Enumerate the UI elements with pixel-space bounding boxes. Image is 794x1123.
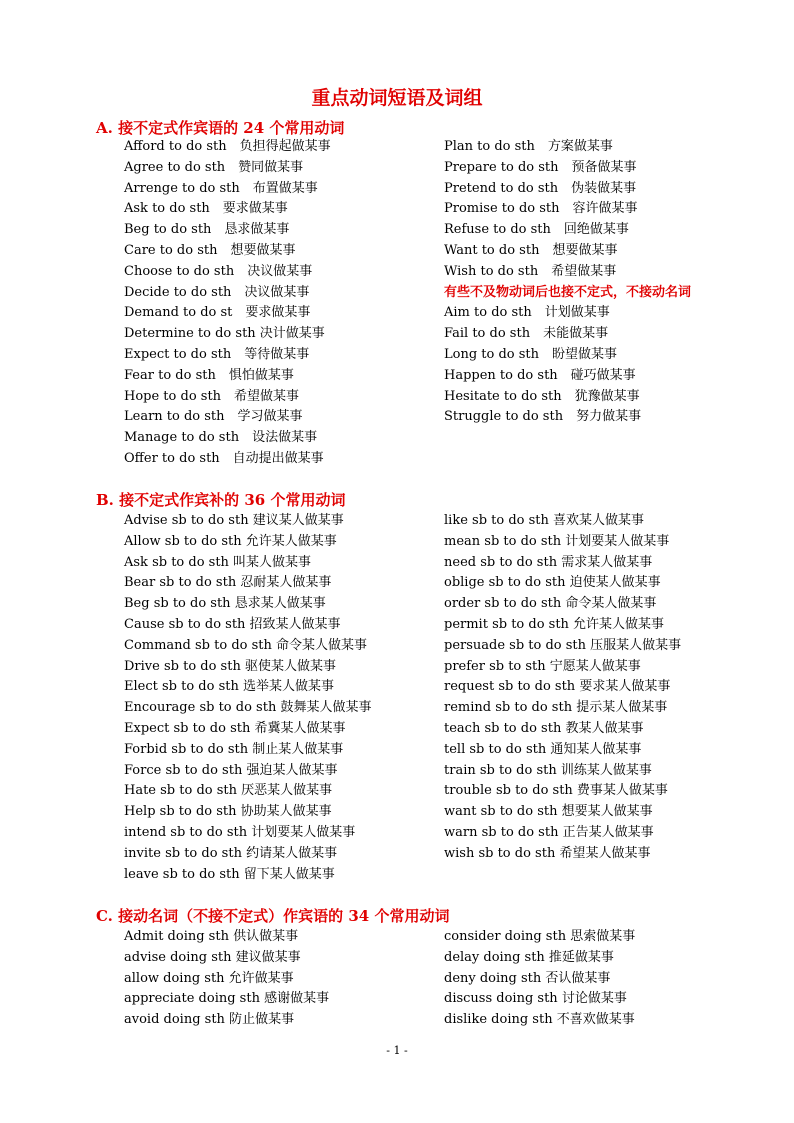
list-item: Beg sb to do sth 恳求某人做某事 xyxy=(124,596,326,612)
list-item: Cause sb to do sth 招致某人做某事 xyxy=(124,616,341,632)
list-item: Advise sb to do sth 建议某人做某事 xyxy=(124,513,344,528)
list-item: Plan to do sth 方案做某事 xyxy=(444,139,613,154)
list-item: Ask to do sth 要求做某事 xyxy=(124,201,288,217)
list-item: dislike doing sth 不喜欢做某事 xyxy=(444,1012,635,1028)
list-item: mean sb to do sth 计划要某人做某事 xyxy=(444,533,670,549)
section-c-heading: C. 接动名词（不接不定式）作宾语的 34 个常用动词 xyxy=(96,907,450,925)
section-a-right-top xyxy=(444,137,704,283)
section-b-left-list xyxy=(124,511,371,885)
list-item: Elect sb to do sth 选举某人做某事 xyxy=(124,679,334,695)
list-item: order sb to do sth 命令某人做某事 xyxy=(444,596,657,612)
list-item: Offer to do sth 自动提出做某事 xyxy=(124,450,324,466)
list-item: Fail to do sth 未能做某事 xyxy=(444,326,609,342)
list-item: Arrenge to do sth 布置做某事 xyxy=(124,180,318,196)
list-item: permit sb to do sth 允许某人做某事 xyxy=(444,616,665,632)
list-item: warn sb to do sth 正告某人做某事 xyxy=(444,824,654,840)
section-a-right-list xyxy=(444,137,704,428)
list-item: request sb to do sth 要求某人做某事 xyxy=(444,679,671,695)
list-item: Prepare to do sth 预备做某事 xyxy=(444,159,637,175)
list-item: Manage to do sth 设法做某事 xyxy=(124,430,318,446)
list-item: Allow sb to do sth 允许某人做某事 xyxy=(124,533,337,549)
list-item: Care to do sth 想要做某事 xyxy=(124,242,296,258)
list-item: Drive sb to do sth 驱使某人做某事 xyxy=(124,658,336,674)
list-item: discuss doing sth 讨论做某事 xyxy=(444,991,627,1007)
list-item: intend sb to do sth 计划要某人做某事 xyxy=(124,824,356,840)
list-item: Happen to do sth 碰巧做某事 xyxy=(444,367,636,383)
list-item: Hesitate to do sth 犹豫做某事 xyxy=(444,388,640,404)
list-item: Afford to do sth 负担得起做某事 xyxy=(124,139,331,154)
list-item: Pretend to do sth 伪装做某事 xyxy=(444,180,637,196)
list-item: Decide to do sth 决议做某事 xyxy=(124,284,310,300)
list-item: invite sb to do sth 约请某人做某事 xyxy=(124,845,338,861)
list-item: Wish to do sth 希望做某事 xyxy=(444,263,617,279)
list-item: tell sb to do sth 通知某人做某事 xyxy=(444,741,642,757)
list-item: Encourage sb to do sth 鼓舞某人做某事 xyxy=(124,700,372,716)
list-item: prefer sb to sth 宁愿某人做某事 xyxy=(444,658,641,674)
list-item: Help sb to do sth 协助某人做某事 xyxy=(124,804,332,820)
list-item: Ask sb to do sth 叫某人做某事 xyxy=(124,554,312,570)
list-item: teach sb to do sth 教某人做某事 xyxy=(444,720,644,736)
list-item: oblige sb to do sth 迫使某人做某事 xyxy=(444,575,661,591)
list-item: Bear sb to do sth 忍耐某人做某事 xyxy=(124,575,332,591)
list-item: Want to do sth 想要做某事 xyxy=(444,242,618,258)
list-item: consider doing sth 思索做某事 xyxy=(444,929,636,944)
section-a-left-list xyxy=(124,137,331,470)
list-item: trouble sb to do sth 费事某人做某事 xyxy=(444,783,668,799)
list-item: want sb to do sth 想要某人做某事 xyxy=(444,804,653,820)
section-a-heading: A. 接不定式作宾语的 24 个常用动词 xyxy=(96,119,345,137)
list-item: avoid doing sth 防止做某事 xyxy=(124,1012,295,1028)
list-item: Long to do sth 盼望做某事 xyxy=(444,346,618,362)
list-item: wish sb to do sth 希望某人做某事 xyxy=(444,845,651,861)
list-item: train sb to do sth 训练某人做某事 xyxy=(444,762,652,778)
list-item: Demand to do st 要求做某事 xyxy=(124,305,311,321)
list-item: Expect to do sth 等待做某事 xyxy=(124,346,310,362)
list-item: Hope to do sth 希望做某事 xyxy=(124,388,300,404)
list-item: Determine to do sth 决计做某事 xyxy=(124,326,325,342)
list-item: like sb to do sth 喜欢某人做某事 xyxy=(444,513,645,528)
list-item: appreciate doing sth 感谢做某事 xyxy=(124,991,330,1007)
page-title: 重点动词短语及词组 xyxy=(311,87,483,109)
list-item: Fear to do sth 惧怕做某事 xyxy=(124,367,294,383)
list-item: Admit doing sth 供认做某事 xyxy=(124,929,299,944)
section-c-right-list xyxy=(444,927,635,1031)
list-item: Aim to do sth 计划做某事 xyxy=(444,305,610,321)
list-item: Promise to do sth 容许做某事 xyxy=(444,201,638,217)
list-item: Agree to do sth 赞同做某事 xyxy=(124,159,304,175)
list-item: Expect sb to do sth 希冀某人做某事 xyxy=(124,720,346,736)
list-item: Hate sb to do sth 厌恶某人做某事 xyxy=(124,783,333,799)
list-item: delay doing sth 推延做某事 xyxy=(444,949,614,965)
list-item: deny doing sth 否认做某事 xyxy=(444,970,611,986)
page-number: - 1 - xyxy=(386,1044,408,1057)
section-b-heading: B. 接不定式作宾补的 36 个常用动词 xyxy=(96,491,346,509)
list-item: advise doing sth 建议做某事 xyxy=(124,949,301,965)
list-item: Forbid sb to do sth 制止某人做某事 xyxy=(124,741,344,757)
section-c-left-list xyxy=(124,927,329,1031)
section-a-note: 有些不及物动词后也接不定式，不接动名词 xyxy=(444,284,692,300)
section-b-right-list xyxy=(444,511,681,865)
list-item: leave sb to do sth 留下某人做某事 xyxy=(124,866,335,882)
list-item: persuade sb to do sth 压服某人做某事 xyxy=(444,637,682,653)
list-item: Beg to do sth 恳求做某事 xyxy=(124,222,290,238)
list-item: Struggle to do sth 努力做某事 xyxy=(444,409,642,425)
list-item: Choose to do sth 决议做某事 xyxy=(124,263,313,279)
list-item: allow doing sth 允许做某事 xyxy=(124,970,294,986)
list-item: Command sb to do sth 命令某人做某事 xyxy=(124,637,367,653)
list-item: Force sb to do sth 强迫某人做某事 xyxy=(124,762,338,778)
list-item: Refuse to do sth 回绝做某事 xyxy=(444,222,629,238)
list-item: need sb to do sth 需求某人做某事 xyxy=(444,554,653,570)
list-item: remind sb to do sth 提示某人做某事 xyxy=(444,700,668,716)
list-item: Learn to do sth 学习做某事 xyxy=(124,409,303,425)
section-a-right-bottom xyxy=(444,303,704,428)
